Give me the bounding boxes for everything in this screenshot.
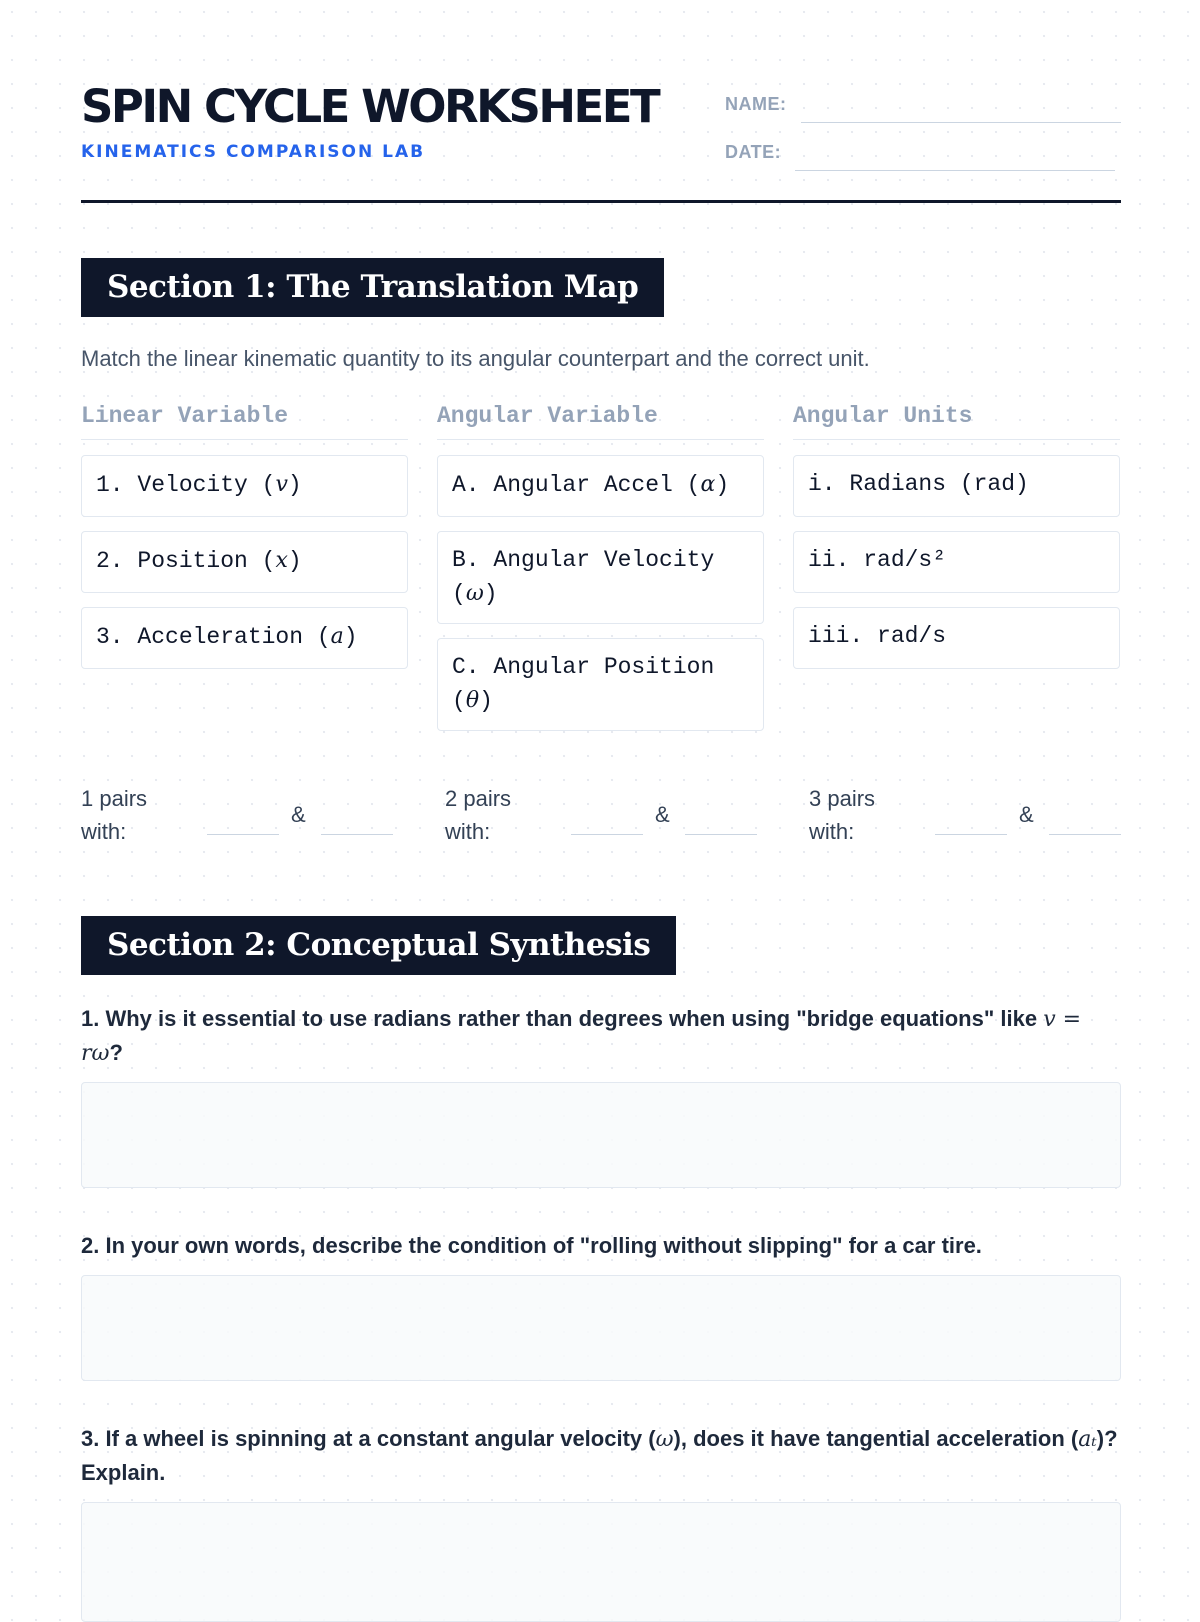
pair-row-1: [81, 782, 408, 852]
worksheet-title: SPIN CYCLE WORKSHEET: [81, 80, 659, 133]
name-row: [725, 88, 1121, 115]
item-close: ): [715, 472, 730, 498]
question-math: v = rω: [81, 1007, 1082, 1066]
worksheet-subtitle: KINEMATICS COMPARISON LAB: [81, 142, 426, 162]
match-item[interactable]: [793, 455, 1120, 517]
item-label: 3. Acceleration (: [96, 624, 331, 650]
pair-blank-second[interactable]: [1049, 834, 1121, 835]
item-label: B. Angular Velocity (: [452, 547, 715, 607]
name-field[interactable]: [801, 100, 1121, 123]
item-label: iii. rad/s: [808, 623, 947, 649]
question-text: 2. In your own words, describe the condition of "rolling without slipping" for a car tire.: [81, 1233, 982, 1258]
pair-blank-second[interactable]: [321, 834, 393, 835]
item-label: 2. Position (: [96, 548, 276, 574]
question-text-mid: ), does it have tangential acceleration (: [673, 1426, 1079, 1451]
question-text: 1. Why is it essential to use radians rather than degrees when using "bridge equations" like: [81, 1006, 1044, 1031]
item-symbol: α: [700, 472, 716, 497]
question-text-end: )? Explain.: [81, 1426, 1118, 1485]
angular-units-column: [793, 403, 1120, 683]
section1-instruction: Match the linear kinematic quantity to its angular counterpart and the correct unit.: [81, 346, 870, 371]
item-label: C. Angular Position (: [452, 654, 715, 714]
question-3: [81, 1422, 1121, 1489]
date-row: [725, 140, 1115, 163]
question-text: 3. If a wheel is spinning at a constant angular velocity (: [81, 1426, 656, 1451]
ampersand: &: [1019, 802, 1034, 827]
ampersand: &: [291, 802, 306, 827]
pair-label: 3 pairs with:: [809, 786, 876, 844]
column-heading: Angular Units: [793, 403, 1120, 440]
column-heading: Linear Variable: [81, 403, 408, 440]
item-symbol: v: [275, 472, 288, 497]
item-close: ): [479, 688, 493, 714]
match-item[interactable]: [437, 531, 764, 624]
pair-blank-second[interactable]: [685, 834, 757, 835]
question-text-end: ?: [109, 1040, 123, 1065]
pair-row-3: [809, 782, 1136, 852]
answer-box-2[interactable]: [81, 1275, 1121, 1381]
column-heading: Angular Variable: [437, 403, 764, 440]
worksheet-header: [81, 0, 1121, 205]
date-label: DATE:: [725, 142, 782, 162]
linear-variable-column: [81, 403, 408, 683]
item-close: ): [343, 624, 358, 650]
match-item[interactable]: [437, 455, 764, 517]
worksheet-page: [81, 0, 1121, 1485]
match-item[interactable]: [437, 638, 764, 731]
item-close: ): [287, 472, 302, 498]
question-math: ω: [655, 1427, 674, 1452]
item-symbol: x: [275, 548, 288, 573]
pair-row-2: [445, 782, 772, 852]
section2-header: Section 2: Conceptual Synthesis: [81, 916, 676, 975]
match-item[interactable]: [793, 531, 1120, 593]
item-close: ): [287, 548, 302, 574]
name-label: NAME:: [725, 94, 787, 114]
pair-label: 2 pairs with:: [445, 786, 512, 844]
match-item[interactable]: [81, 531, 408, 593]
item-label: 1. Velocity (: [96, 472, 276, 498]
pair-blank-first[interactable]: [935, 834, 1007, 835]
item-symbol: ω: [465, 581, 484, 606]
item-symbol: a: [330, 624, 344, 649]
answer-box-1[interactable]: [81, 1082, 1121, 1188]
match-item[interactable]: [81, 455, 408, 517]
item-close: ): [483, 581, 498, 607]
item-symbol: θ: [465, 688, 480, 713]
date-field[interactable]: [795, 148, 1115, 171]
question-1: [81, 1002, 1121, 1070]
question-math-2: aₜ: [1078, 1427, 1097, 1452]
pair-blank-first[interactable]: [571, 834, 643, 835]
match-item[interactable]: [793, 607, 1120, 669]
item-label: ii. rad/s²: [808, 547, 947, 573]
pair-blank-first[interactable]: [207, 834, 279, 835]
header-divider: [81, 200, 1121, 203]
section1-header: Section 1: The Translation Map: [81, 258, 664, 317]
answer-box-3[interactable]: [81, 1502, 1121, 1622]
item-label: i. Radians (rad): [808, 471, 1029, 497]
angular-variable-column: [437, 403, 764, 745]
pair-label: 1 pairs with:: [81, 786, 148, 844]
item-label: A. Angular Accel (: [452, 472, 701, 498]
ampersand: &: [655, 802, 670, 827]
question-2: [81, 1229, 1121, 1262]
match-item[interactable]: [81, 607, 408, 669]
